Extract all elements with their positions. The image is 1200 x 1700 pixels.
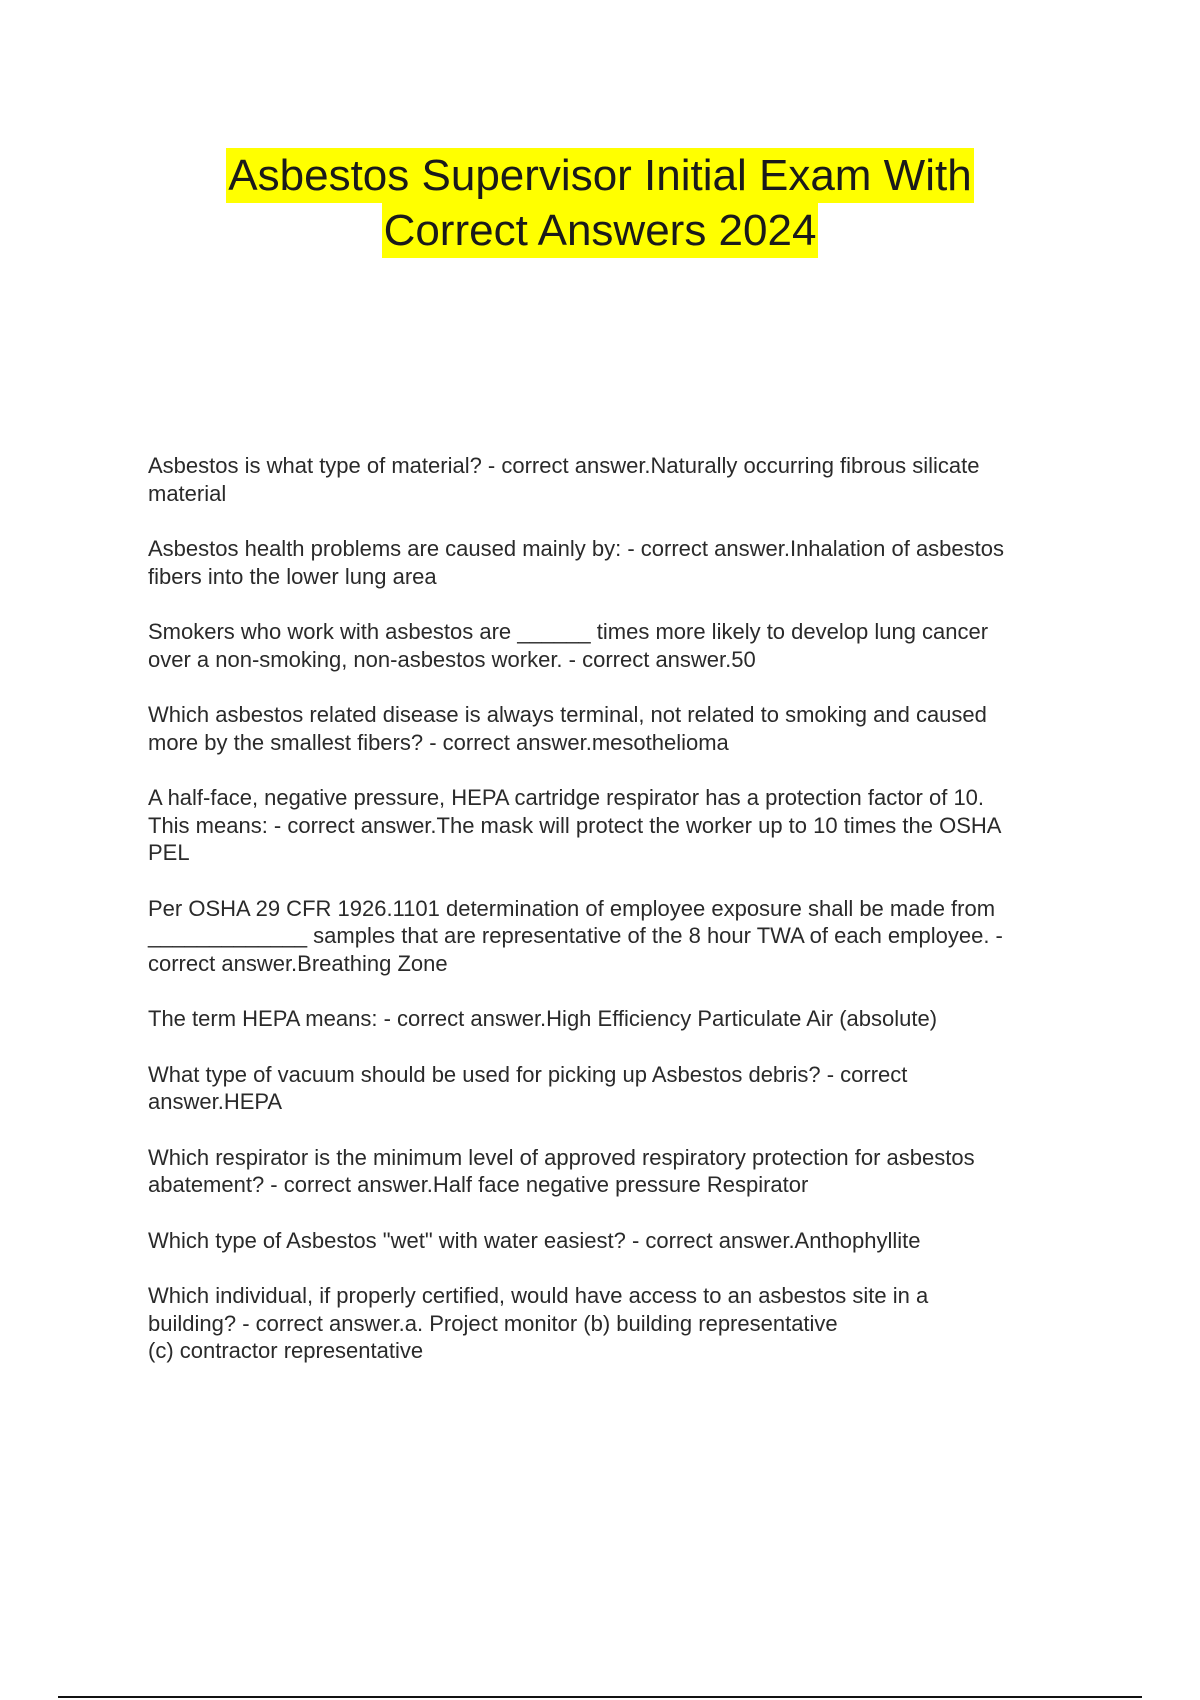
qa-item-10: Which type of Asbestos "wet" with water easiest? - correct answer.Anthophyllite (148, 1227, 921, 1253)
qa-item-8: What type of vacuum should be used for picking up Asbestos debris? - correct answer.HEPA (148, 1061, 908, 1114)
qa-item-5: A half-face, negative pressure, HEPA cartridge respirator has a protection factor of 10. This means: - correct answer.The mask will protect the worker up to 10 times the OSHA PEL (148, 785, 1002, 865)
qa-item-11: Which individual, if properly certified, would have access to an asbestos site in a building? - correct answer.a. Project monitor (b) building representative (c) contractor representative (148, 1283, 929, 1363)
qa-item-9: Which respirator is the minimum level of approved respiratory protection for asbestos abatement? - correct answer.Half face negative pressure Respirator (148, 1144, 975, 1197)
qa-item-7: The term HEPA means: - correct answer.High Efficiency Particulate Air (absolute) (148, 1006, 938, 1031)
qa-item-3: Smokers who work with asbestos are ______ times more likely to develop lung cancer over a non-smoking, non-asbestos worker. - correct answer.50 (148, 619, 989, 672)
qa-item-4: Which asbestos related disease is always terminal, not related to smoking and caused more by the smallest fibers? - correct answer.mesothelioma (148, 702, 987, 755)
qa-item-2: Asbestos health problems are caused mainly by: - correct answer.Inhalation of asbestos fibers into the lower lung area (148, 536, 1005, 589)
qa-item-1: Asbestos is what type of material? - correct answer.Naturally occurring fibrous silicate material (148, 453, 980, 506)
title-line-1: Asbestos Supervisor Initial Exam With (226, 148, 973, 203)
title-line-2: Correct Answers 2024 (382, 203, 819, 258)
qa-item-6: Per OSHA 29 CFR 1926.1101 determination of employee exposure shall be made from _____________ samples that are representative of the 8 hour TWA of each employee. - correct answer.Breathing Zone (148, 895, 1003, 976)
question-answer-list (148, 452, 1096, 1393)
bottom-divider (58, 1696, 1142, 1698)
document-title (0, 148, 1200, 258)
